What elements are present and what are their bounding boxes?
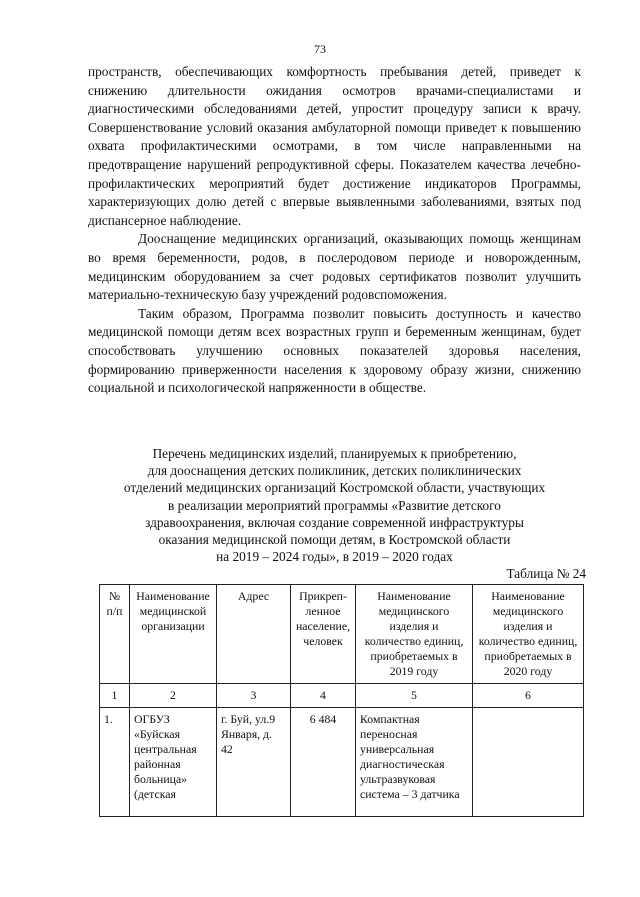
column-number: 4 (291, 684, 356, 708)
table-label: Таблица № 24 (506, 566, 586, 581)
column-header: Наименование медицинского изделия и количество единиц, приобретаемых в 2020 году (473, 585, 584, 684)
heading-line: Перечень медицинских изделий, планируемых к приобретению, (152, 446, 517, 461)
heading-line: оказания медицинской помощи детям, в Костромской области (158, 532, 511, 548)
column-number: 2 (130, 684, 217, 708)
column-header: № п/п (100, 585, 130, 684)
population-cell: 6 484 (291, 708, 356, 817)
paragraph-1: пространств, обеспечивающих комфортность пребывания детей, приведет к снижению длительности ожидания осмотров врачами-специалистами и диагностическими обследованиями детей, упростит процедуру записи к врачу. Совершенствование условий оказания амбулаторной помощи приведет к повышению охвата профилактическими осмотрами, в том числе направленными на предотвращение нарушений репродуктивной сферы. Показателем качества лечебно-профилактических мероприятий будет достижение индикаторов Программы, характеризующих долю детей с впервые выявленными заболеваниями, взятых под диспансерное наблюдение. (88, 64, 581, 228)
column-header: Прикреп-ленное население, человек (291, 585, 356, 684)
column-number: 3 (217, 684, 291, 708)
list-heading (88, 445, 581, 565)
heading-line: отделений медицинских организаций Костромской области, участвующих (123, 480, 546, 496)
address-cell: г. Буй, ул.9 Января, д. 42 (217, 708, 291, 817)
organization-cell: ОГБУЗ «Буйская центральная районная больница» (детская (130, 708, 217, 817)
items-2019-cell: Компактная переносная универсальная диагностическая ультразвуковая система – 3 датчика (356, 708, 473, 817)
column-header: Наименование медицинской организации (130, 585, 217, 684)
heading-line: здравоохранения, включая создание современной инфраструктуры (145, 514, 524, 530)
column-number: 6 (473, 684, 584, 708)
column-number: 1 (100, 684, 130, 708)
items-2020-cell (473, 708, 584, 817)
heading-line: для дооснащения детских поликлиник, детских поликлинических (147, 463, 522, 479)
equipment-table (99, 584, 584, 817)
page-number: 73 (314, 42, 326, 56)
heading-line: на 2019 – 2024 годы», в 2019 – 2020 годах (216, 549, 453, 565)
column-header: Адрес (217, 585, 291, 684)
column-header: Наименование медицинского изделия и количество единиц, приобретаемых в 2019 году (356, 585, 473, 684)
paragraph-3: Таким образом, Программа позволит повысить доступность и качество медицинской помощи детям всех возрастных групп и беременным женщинам, будет способствовать улучшению основных показателей здоровья населения, формированию приверженности населения к здоровому образу жизни, снижению социальной и психологической напряженности в обществе. (88, 305, 581, 396)
table-row (100, 708, 584, 817)
paragraph-2: Дооснащение медицинских организаций, оказывающих помощь женщинам во время беременности, родов, в послеродовом периоде и новорожденным, медицинским оборудованием за счет родовых сертификатов позволит улучшить материально-техническую базу учреждений родовспоможения. (88, 231, 581, 303)
row-number: 1. (100, 708, 130, 817)
table-header-row (100, 585, 584, 684)
column-number-row (100, 684, 584, 708)
heading-line: в реализации мероприятий программы «Развитие детского (168, 497, 501, 513)
column-number: 5 (356, 684, 473, 708)
body-text (88, 63, 581, 398)
